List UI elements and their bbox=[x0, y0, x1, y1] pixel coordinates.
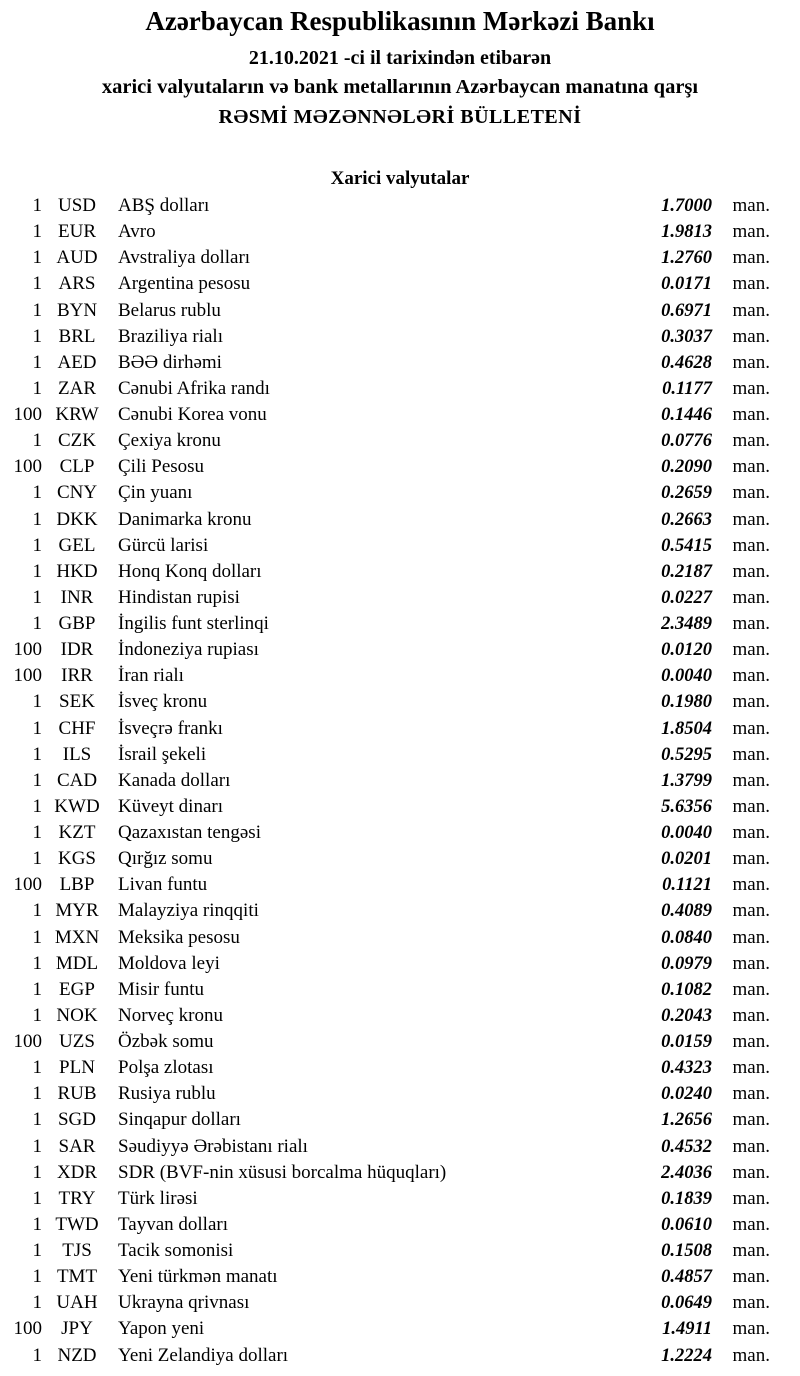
unit-label: man. bbox=[732, 456, 770, 478]
rate-row bbox=[6, 1212, 770, 1238]
unit-label: man. bbox=[732, 691, 770, 713]
rate-value: 0.0040 bbox=[661, 666, 712, 687]
currency-code: EUR bbox=[58, 221, 96, 243]
row-quantity: 1 bbox=[32, 795, 42, 817]
row-quantity: 1 bbox=[32, 1240, 42, 1261]
currency-code: IDR bbox=[60, 639, 94, 661]
row-quantity: 1 bbox=[32, 1109, 42, 1131]
rate-row bbox=[6, 663, 770, 689]
rate-row bbox=[6, 977, 770, 1003]
rate-row bbox=[6, 219, 770, 245]
row-quantity: 1 bbox=[32, 613, 42, 634]
currency-name: Tacik somonisi bbox=[118, 1240, 234, 1261]
rate-row bbox=[6, 271, 770, 297]
rate-value: 0.2659 bbox=[661, 483, 712, 504]
rate-row bbox=[6, 1107, 770, 1133]
unit-label: man. bbox=[732, 1240, 770, 1261]
currency-name: İsrail şekeli bbox=[118, 743, 207, 765]
rate-value: 2.4036 bbox=[661, 1162, 712, 1183]
unit-label: man. bbox=[732, 874, 770, 896]
bulletin-title: RƏSMİ MƏZƏNNƏLƏRİ BÜLLETENİ bbox=[218, 106, 582, 128]
currency-code: CAD bbox=[56, 769, 98, 791]
rate-value: 2.3489 bbox=[661, 614, 712, 634]
row-quantity: 100 bbox=[13, 665, 42, 687]
currency-code: TRY bbox=[58, 1187, 96, 1209]
rate-row bbox=[6, 1290, 770, 1316]
row-quantity: 1 bbox=[32, 351, 42, 373]
currency-name: Polşa zlotası bbox=[118, 1057, 214, 1079]
rate-value: 0.1121 bbox=[662, 875, 712, 896]
currency-name: Qazaxıstan tengəsi bbox=[118, 822, 261, 843]
currency-name: Cənubi Korea vonu bbox=[118, 404, 267, 425]
rate-row bbox=[6, 820, 770, 846]
rate-row bbox=[6, 1264, 770, 1290]
currency-code: KGS bbox=[57, 848, 96, 870]
unit-label: man. bbox=[732, 1057, 770, 1079]
row-quantity: 100 bbox=[13, 456, 42, 478]
currency-name: Gürcü larisi bbox=[118, 534, 209, 556]
row-quantity: 1 bbox=[32, 1161, 42, 1183]
subject-line: xarici valyutaların və bank metallarının Azərbaycan manatına qarşı bbox=[101, 76, 699, 98]
currency-code: CHF bbox=[58, 717, 96, 739]
currency-code: UZS bbox=[59, 1031, 95, 1052]
rate-row bbox=[6, 1186, 770, 1212]
row-quantity: 1 bbox=[32, 1135, 42, 1157]
effective-date-line: 21.10.2021 -ci il tarixindən etibarən bbox=[248, 47, 552, 69]
rate-row bbox=[6, 193, 770, 219]
unit-label: man. bbox=[732, 351, 770, 373]
row-quantity: 100 bbox=[13, 639, 42, 661]
rate-value: 0.0120 bbox=[661, 640, 712, 661]
rate-row bbox=[6, 951, 770, 977]
unit-label: man. bbox=[732, 1213, 770, 1235]
rate-row bbox=[6, 1081, 770, 1107]
currency-name: İsveçrə frankı bbox=[118, 717, 223, 739]
rate-value: 1.2760 bbox=[661, 248, 712, 269]
rate-value: 0.1980 bbox=[661, 692, 712, 713]
row-quantity: 1 bbox=[32, 1004, 42, 1026]
currency-code: AED bbox=[57, 351, 97, 373]
currency-name: Moldova leyi bbox=[118, 952, 220, 974]
currency-name: İsveç kronu bbox=[118, 691, 208, 713]
rate-value: 0.6971 bbox=[661, 300, 712, 321]
currency-code: MDL bbox=[55, 952, 99, 974]
currency-name: Avro bbox=[118, 221, 156, 243]
currency-code: GBP bbox=[58, 613, 96, 634]
rate-value: 1.3799 bbox=[661, 770, 712, 791]
rate-value: 0.5415 bbox=[661, 535, 712, 556]
currency-name: Səudiyyə Ərəbistanı rialı bbox=[118, 1135, 308, 1157]
unit-label: man. bbox=[732, 560, 770, 582]
row-quantity: 1 bbox=[32, 691, 42, 713]
currency-code: INR bbox=[60, 586, 94, 608]
currency-name: Tayvan dolları bbox=[118, 1213, 228, 1235]
unit-label: man. bbox=[732, 430, 770, 452]
currency-name: Honq Konq dolları bbox=[118, 560, 262, 582]
currency-code: CLP bbox=[59, 456, 95, 478]
currency-name: BƏƏ dirhəmi bbox=[118, 351, 222, 373]
currency-name: Livan funtu bbox=[118, 874, 208, 896]
currency-code: SAR bbox=[58, 1135, 96, 1157]
currency-name: Rusiya rublu bbox=[118, 1083, 216, 1105]
row-quantity: 1 bbox=[32, 1187, 42, 1209]
currency-code: HKD bbox=[56, 560, 98, 582]
currency-code: LBP bbox=[59, 874, 95, 896]
currency-code: NZD bbox=[57, 1344, 97, 1366]
currency-name: Hindistan rupisi bbox=[118, 586, 240, 608]
row-quantity: 1 bbox=[32, 1292, 42, 1314]
currency-code: JPY bbox=[61, 1318, 93, 1340]
currency-name: Braziliya rialı bbox=[118, 325, 223, 347]
unit-label: man. bbox=[732, 325, 770, 347]
row-quantity: 1 bbox=[32, 822, 42, 843]
currency-name: Türk lirəsi bbox=[118, 1187, 198, 1209]
currency-name: Sinqapur dolları bbox=[118, 1109, 241, 1131]
unit-label: man. bbox=[732, 978, 770, 1000]
unit-label: man. bbox=[732, 900, 770, 922]
rate-row bbox=[6, 716, 770, 742]
rate-row bbox=[6, 533, 770, 559]
rate-row bbox=[6, 428, 770, 454]
row-quantity: 1 bbox=[32, 848, 42, 870]
currency-name: Malayziya rinqqiti bbox=[118, 900, 259, 922]
row-quantity: 1 bbox=[32, 743, 42, 765]
currency-code: DKK bbox=[56, 508, 98, 530]
unit-label: man. bbox=[732, 404, 770, 425]
currency-code: ARS bbox=[58, 273, 96, 295]
rate-row bbox=[6, 324, 770, 350]
rate-row bbox=[6, 376, 770, 402]
rate-row bbox=[6, 898, 770, 924]
currency-name: Çexiya kronu bbox=[118, 430, 221, 452]
row-quantity: 1 bbox=[32, 221, 42, 243]
unit-label: man. bbox=[732, 247, 770, 269]
rate-value: 0.1082 bbox=[661, 979, 712, 1000]
rate-row bbox=[6, 245, 770, 271]
row-quantity: 1 bbox=[32, 978, 42, 1000]
currency-code: TJS bbox=[62, 1240, 92, 1261]
unit-label: man. bbox=[732, 1083, 770, 1105]
row-quantity: 1 bbox=[32, 508, 42, 530]
unit-label: man. bbox=[732, 195, 770, 216]
rate-row bbox=[6, 1055, 770, 1081]
unit-label: man. bbox=[732, 952, 770, 974]
rate-value: 0.1508 bbox=[661, 1241, 712, 1261]
row-quantity: 100 bbox=[13, 1318, 42, 1340]
row-quantity: 1 bbox=[32, 900, 42, 922]
currency-code: XDR bbox=[56, 1161, 98, 1183]
unit-label: man. bbox=[732, 769, 770, 791]
unit-label: man. bbox=[732, 1266, 770, 1288]
unit-label: man. bbox=[732, 613, 770, 634]
rate-value: 1.8504 bbox=[661, 718, 712, 739]
row-quantity: 100 bbox=[13, 404, 42, 425]
rate-value: 5.6356 bbox=[661, 796, 712, 817]
rate-value: 0.4628 bbox=[661, 352, 712, 373]
rate-value: 0.4857 bbox=[661, 1267, 712, 1288]
row-quantity: 1 bbox=[32, 247, 42, 269]
unit-label: man. bbox=[732, 377, 770, 399]
rate-value: 0.5295 bbox=[661, 744, 712, 765]
row-quantity: 100 bbox=[13, 874, 42, 896]
currency-name: Cənubi Afrika randı bbox=[118, 377, 270, 399]
unit-label: man. bbox=[732, 822, 770, 843]
unit-label: man. bbox=[732, 508, 770, 530]
currency-name: ABŞ dolları bbox=[118, 195, 210, 216]
rate-value: 1.2224 bbox=[661, 1345, 712, 1366]
unit-label: man. bbox=[732, 1344, 770, 1366]
row-quantity: 1 bbox=[32, 534, 42, 556]
bank-title: Azərbaycan Respublikasının Mərkəzi Bankı bbox=[145, 6, 655, 36]
rate-row bbox=[6, 846, 770, 872]
currency-name: Belarus rublu bbox=[118, 299, 221, 321]
row-quantity: 1 bbox=[32, 430, 42, 452]
currency-name: Özbək somu bbox=[118, 1031, 214, 1052]
rate-value: 0.0240 bbox=[661, 1084, 712, 1105]
rate-row bbox=[6, 794, 770, 820]
rate-row bbox=[6, 742, 770, 768]
row-quantity: 1 bbox=[32, 1344, 42, 1366]
currency-code: KRW bbox=[55, 404, 99, 425]
rate-row bbox=[6, 454, 770, 480]
currency-code: MXN bbox=[54, 926, 100, 948]
currency-code: CZK bbox=[58, 430, 96, 452]
currency-name: İndoneziya rupiası bbox=[118, 639, 259, 661]
rate-row bbox=[6, 872, 770, 898]
unit-label: man. bbox=[732, 743, 770, 765]
rate-row bbox=[6, 689, 770, 715]
row-quantity: 1 bbox=[32, 717, 42, 739]
currency-name: Avstraliya dolları bbox=[118, 247, 251, 269]
currency-name: Çin yuanı bbox=[118, 482, 193, 504]
currency-name: Kanada dolları bbox=[118, 769, 231, 791]
unit-label: man. bbox=[732, 1161, 770, 1183]
unit-label: man. bbox=[732, 1031, 770, 1052]
rate-value: 0.4532 bbox=[661, 1136, 712, 1157]
rate-row bbox=[6, 1029, 770, 1055]
currency-code: TWD bbox=[55, 1213, 99, 1235]
currency-code: BRL bbox=[58, 325, 96, 347]
rate-value: 0.1446 bbox=[661, 405, 712, 425]
currency-code: TMT bbox=[56, 1266, 98, 1288]
currency-name: Yeni Zelandiya dolları bbox=[118, 1344, 289, 1366]
rate-row bbox=[6, 1160, 770, 1186]
rate-value: 0.3037 bbox=[661, 326, 712, 347]
section-title-foreign-currencies: Xarici valyutalar bbox=[330, 168, 470, 189]
currency-name: Çili Pesosu bbox=[118, 456, 205, 478]
currency-name: Argentina pesosu bbox=[118, 273, 251, 295]
currency-code: MYR bbox=[55, 900, 99, 922]
unit-label: man. bbox=[732, 482, 770, 504]
row-quantity: 1 bbox=[32, 195, 42, 216]
currency-code: BYN bbox=[56, 299, 98, 321]
currency-code: SEK bbox=[59, 691, 95, 713]
currency-name: Yeni türkmən manatı bbox=[118, 1266, 278, 1288]
currency-code: ILS bbox=[62, 743, 92, 765]
row-quantity: 1 bbox=[32, 926, 42, 948]
unit-label: man. bbox=[732, 1135, 770, 1157]
rates-table bbox=[0, 193, 800, 1369]
unit-label: man. bbox=[732, 1187, 770, 1209]
rate-value: 1.4911 bbox=[662, 1319, 712, 1340]
row-quantity: 1 bbox=[32, 1057, 42, 1079]
currency-name: Danimarka kronu bbox=[118, 508, 252, 530]
rate-value: 1.7000 bbox=[661, 196, 712, 216]
rate-value: 0.1177 bbox=[662, 378, 712, 399]
rate-value: 0.0776 bbox=[661, 431, 712, 452]
rate-value: 0.4089 bbox=[661, 901, 712, 922]
currency-name: Yapon yeni bbox=[118, 1318, 205, 1340]
rate-row bbox=[6, 768, 770, 794]
rate-value: 0.4323 bbox=[661, 1058, 712, 1079]
rate-row bbox=[6, 480, 770, 506]
rate-value: 0.0171 bbox=[661, 274, 712, 295]
currency-name: İran rialı bbox=[118, 665, 184, 687]
unit-label: man. bbox=[732, 665, 770, 687]
rate-row bbox=[6, 1134, 770, 1160]
currency-name: İngilis funt sterlinqi bbox=[118, 613, 269, 634]
currency-name: Misir funtu bbox=[118, 978, 205, 1000]
currency-code: AUD bbox=[56, 247, 98, 269]
unit-label: man. bbox=[732, 848, 770, 870]
unit-label: man. bbox=[732, 1292, 770, 1314]
currency-code: KWD bbox=[54, 795, 100, 817]
currency-code: GEL bbox=[58, 534, 96, 556]
currency-code: UAH bbox=[56, 1292, 98, 1314]
rate-value: 0.0840 bbox=[661, 927, 712, 948]
currency-code: CNY bbox=[56, 482, 98, 504]
currency-code: IRR bbox=[61, 665, 93, 687]
row-quantity: 1 bbox=[32, 482, 42, 504]
row-quantity: 1 bbox=[32, 1083, 42, 1105]
rate-row bbox=[6, 585, 770, 611]
unit-label: man. bbox=[732, 1004, 770, 1026]
unit-label: man. bbox=[732, 1109, 770, 1131]
currency-code: EGP bbox=[59, 978, 95, 1000]
rate-row bbox=[6, 611, 770, 637]
bulletin-header bbox=[0, 0, 800, 128]
row-quantity: 1 bbox=[32, 1266, 42, 1288]
rate-row bbox=[6, 559, 770, 585]
rate-row bbox=[6, 1238, 770, 1264]
currency-code: PLN bbox=[59, 1057, 95, 1079]
rate-value: 0.1839 bbox=[661, 1188, 712, 1209]
currency-name: Küveyt dinarı bbox=[118, 795, 224, 817]
unit-label: man. bbox=[732, 795, 770, 817]
rate-row bbox=[6, 507, 770, 533]
row-quantity: 1 bbox=[32, 1213, 42, 1235]
row-quantity: 1 bbox=[32, 299, 42, 321]
currency-code: ZAR bbox=[58, 377, 96, 399]
row-quantity: 1 bbox=[32, 325, 42, 347]
row-quantity: 1 bbox=[32, 769, 42, 791]
row-quantity: 1 bbox=[32, 560, 42, 582]
unit-label: man. bbox=[732, 299, 770, 321]
unit-label: man. bbox=[732, 586, 770, 608]
currency-code: NOK bbox=[56, 1004, 98, 1026]
unit-label: man. bbox=[732, 221, 770, 243]
unit-label: man. bbox=[732, 717, 770, 739]
rate-row bbox=[6, 350, 770, 376]
rate-value: 1.9813 bbox=[661, 222, 712, 243]
row-quantity: 100 bbox=[13, 1031, 42, 1052]
currency-name: Meksika pesosu bbox=[118, 926, 240, 948]
rate-row bbox=[6, 402, 770, 428]
currency-name: Norveç kronu bbox=[118, 1004, 223, 1026]
rate-row bbox=[6, 1316, 770, 1342]
rate-value: 0.2187 bbox=[661, 561, 712, 582]
row-quantity: 1 bbox=[32, 273, 42, 295]
currency-code: KZT bbox=[58, 822, 96, 843]
unit-label: man. bbox=[732, 1318, 770, 1340]
currency-name: Qırğız somu bbox=[118, 848, 213, 870]
rate-row bbox=[6, 298, 770, 324]
currency-code: RUB bbox=[57, 1083, 97, 1105]
rate-value: 0.0040 bbox=[661, 823, 712, 843]
row-quantity: 1 bbox=[32, 952, 42, 974]
rate-value: 0.0610 bbox=[661, 1214, 712, 1235]
currency-code: USD bbox=[57, 195, 96, 216]
unit-label: man. bbox=[732, 273, 770, 295]
rate-row bbox=[6, 1343, 770, 1369]
unit-label: man. bbox=[732, 639, 770, 661]
rate-value: 0.2090 bbox=[661, 457, 712, 478]
rate-row bbox=[6, 925, 770, 951]
rate-value: 0.2043 bbox=[661, 1005, 712, 1026]
rate-value: 0.0201 bbox=[661, 849, 712, 870]
unit-label: man. bbox=[732, 926, 770, 948]
currency-name: Ukrayna qrivnası bbox=[118, 1292, 250, 1314]
rate-value: 0.0979 bbox=[661, 953, 712, 974]
row-quantity: 1 bbox=[32, 377, 42, 399]
rate-row bbox=[6, 637, 770, 663]
rate-value: 0.0159 bbox=[661, 1032, 712, 1052]
rate-value: 0.0649 bbox=[661, 1293, 712, 1314]
rate-value: 0.2663 bbox=[661, 509, 712, 530]
rate-value: 0.0227 bbox=[661, 587, 712, 608]
currency-name: SDR (BVF-nin xüsusi borcalma hüquqları) bbox=[118, 1161, 447, 1183]
rate-row bbox=[6, 1003, 770, 1029]
rate-value: 1.2656 bbox=[661, 1110, 712, 1131]
row-quantity: 1 bbox=[32, 586, 42, 608]
unit-label: man. bbox=[732, 534, 770, 556]
currency-code: SGD bbox=[57, 1109, 96, 1131]
